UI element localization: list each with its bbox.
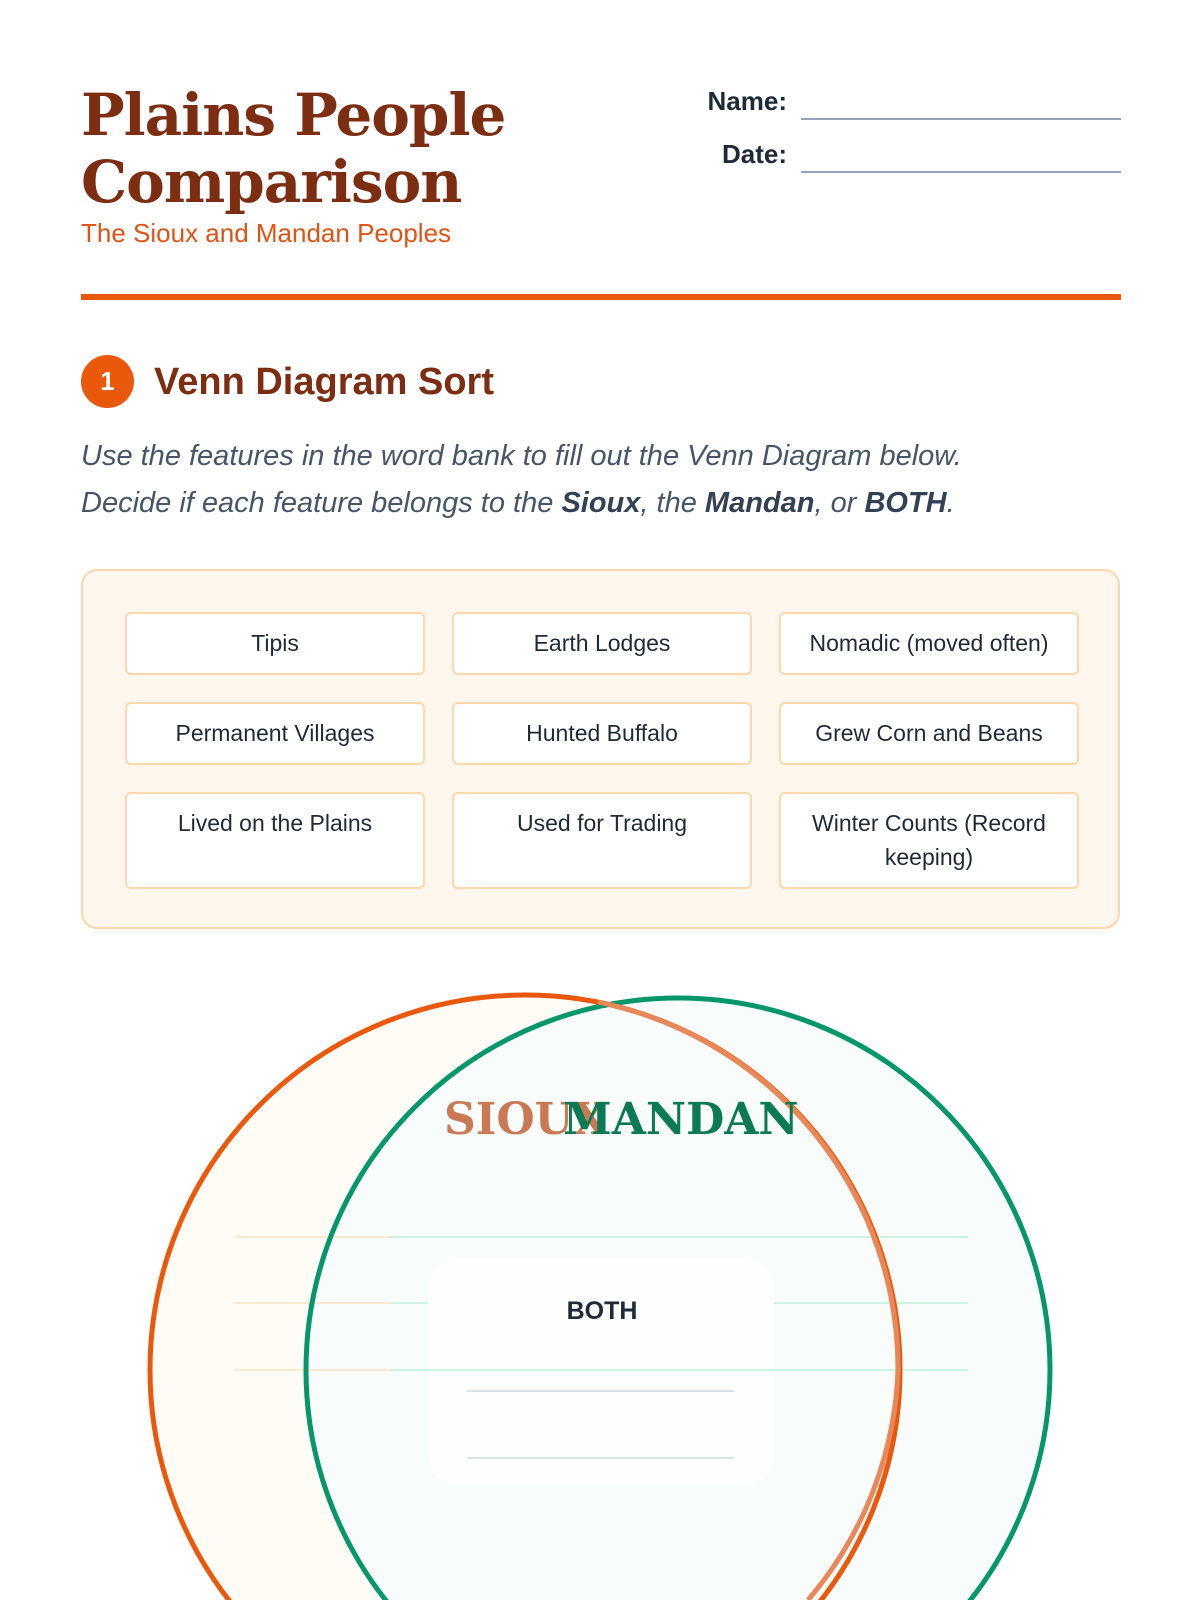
word-bank-chip[interactable]: Earth Lodges	[452, 612, 752, 675]
step-number-badge: 1	[81, 355, 134, 408]
instructions-sioux: Sioux	[561, 487, 641, 519]
word-bank-chip[interactable]: Grew Corn and Beans	[779, 702, 1079, 765]
word-bank-chip[interactable]: Winter Counts (Record keeping)	[779, 792, 1079, 889]
instructions-mandan: Mandan	[704, 487, 815, 519]
instructions-both: BOTH	[864, 487, 947, 519]
name-label: Name:	[707, 86, 787, 116]
both-box	[428, 1258, 774, 1484]
section-title: Venn Diagram Sort	[154, 361, 494, 403]
word-bank-chip[interactable]: Used for Trading	[452, 792, 752, 889]
worksheet-title: Plains People Comparison	[81, 81, 506, 216]
sioux-label: SIOUX	[444, 1094, 608, 1145]
mandan-label: MANDAN	[563, 1094, 799, 1145]
word-bank-chip[interactable]: Nomadic (moved often)	[779, 612, 1079, 675]
both-label: BOTH	[566, 1297, 638, 1325]
word-bank-chip[interactable]: Lived on the Plains	[125, 792, 425, 889]
date-label: Date:	[721, 139, 787, 169]
word-bank-chip[interactable]: Permanent Villages	[125, 702, 425, 765]
instructions-line-1: Use the features in the word bank to fill out the Venn Diagram below.	[81, 440, 962, 472]
word-bank-chip[interactable]: Hunted Buffalo	[452, 702, 752, 765]
word-bank-chip[interactable]: Tipis	[125, 612, 425, 675]
instructions-text: Use the features in the word bank to fill out the Venn Diagram below. Decide if each feature belongs to the Sioux, the Mandan, or BOTH.	[81, 440, 962, 519]
worksheet-subtitle: The Sioux and Mandan Peoples	[81, 218, 452, 248]
